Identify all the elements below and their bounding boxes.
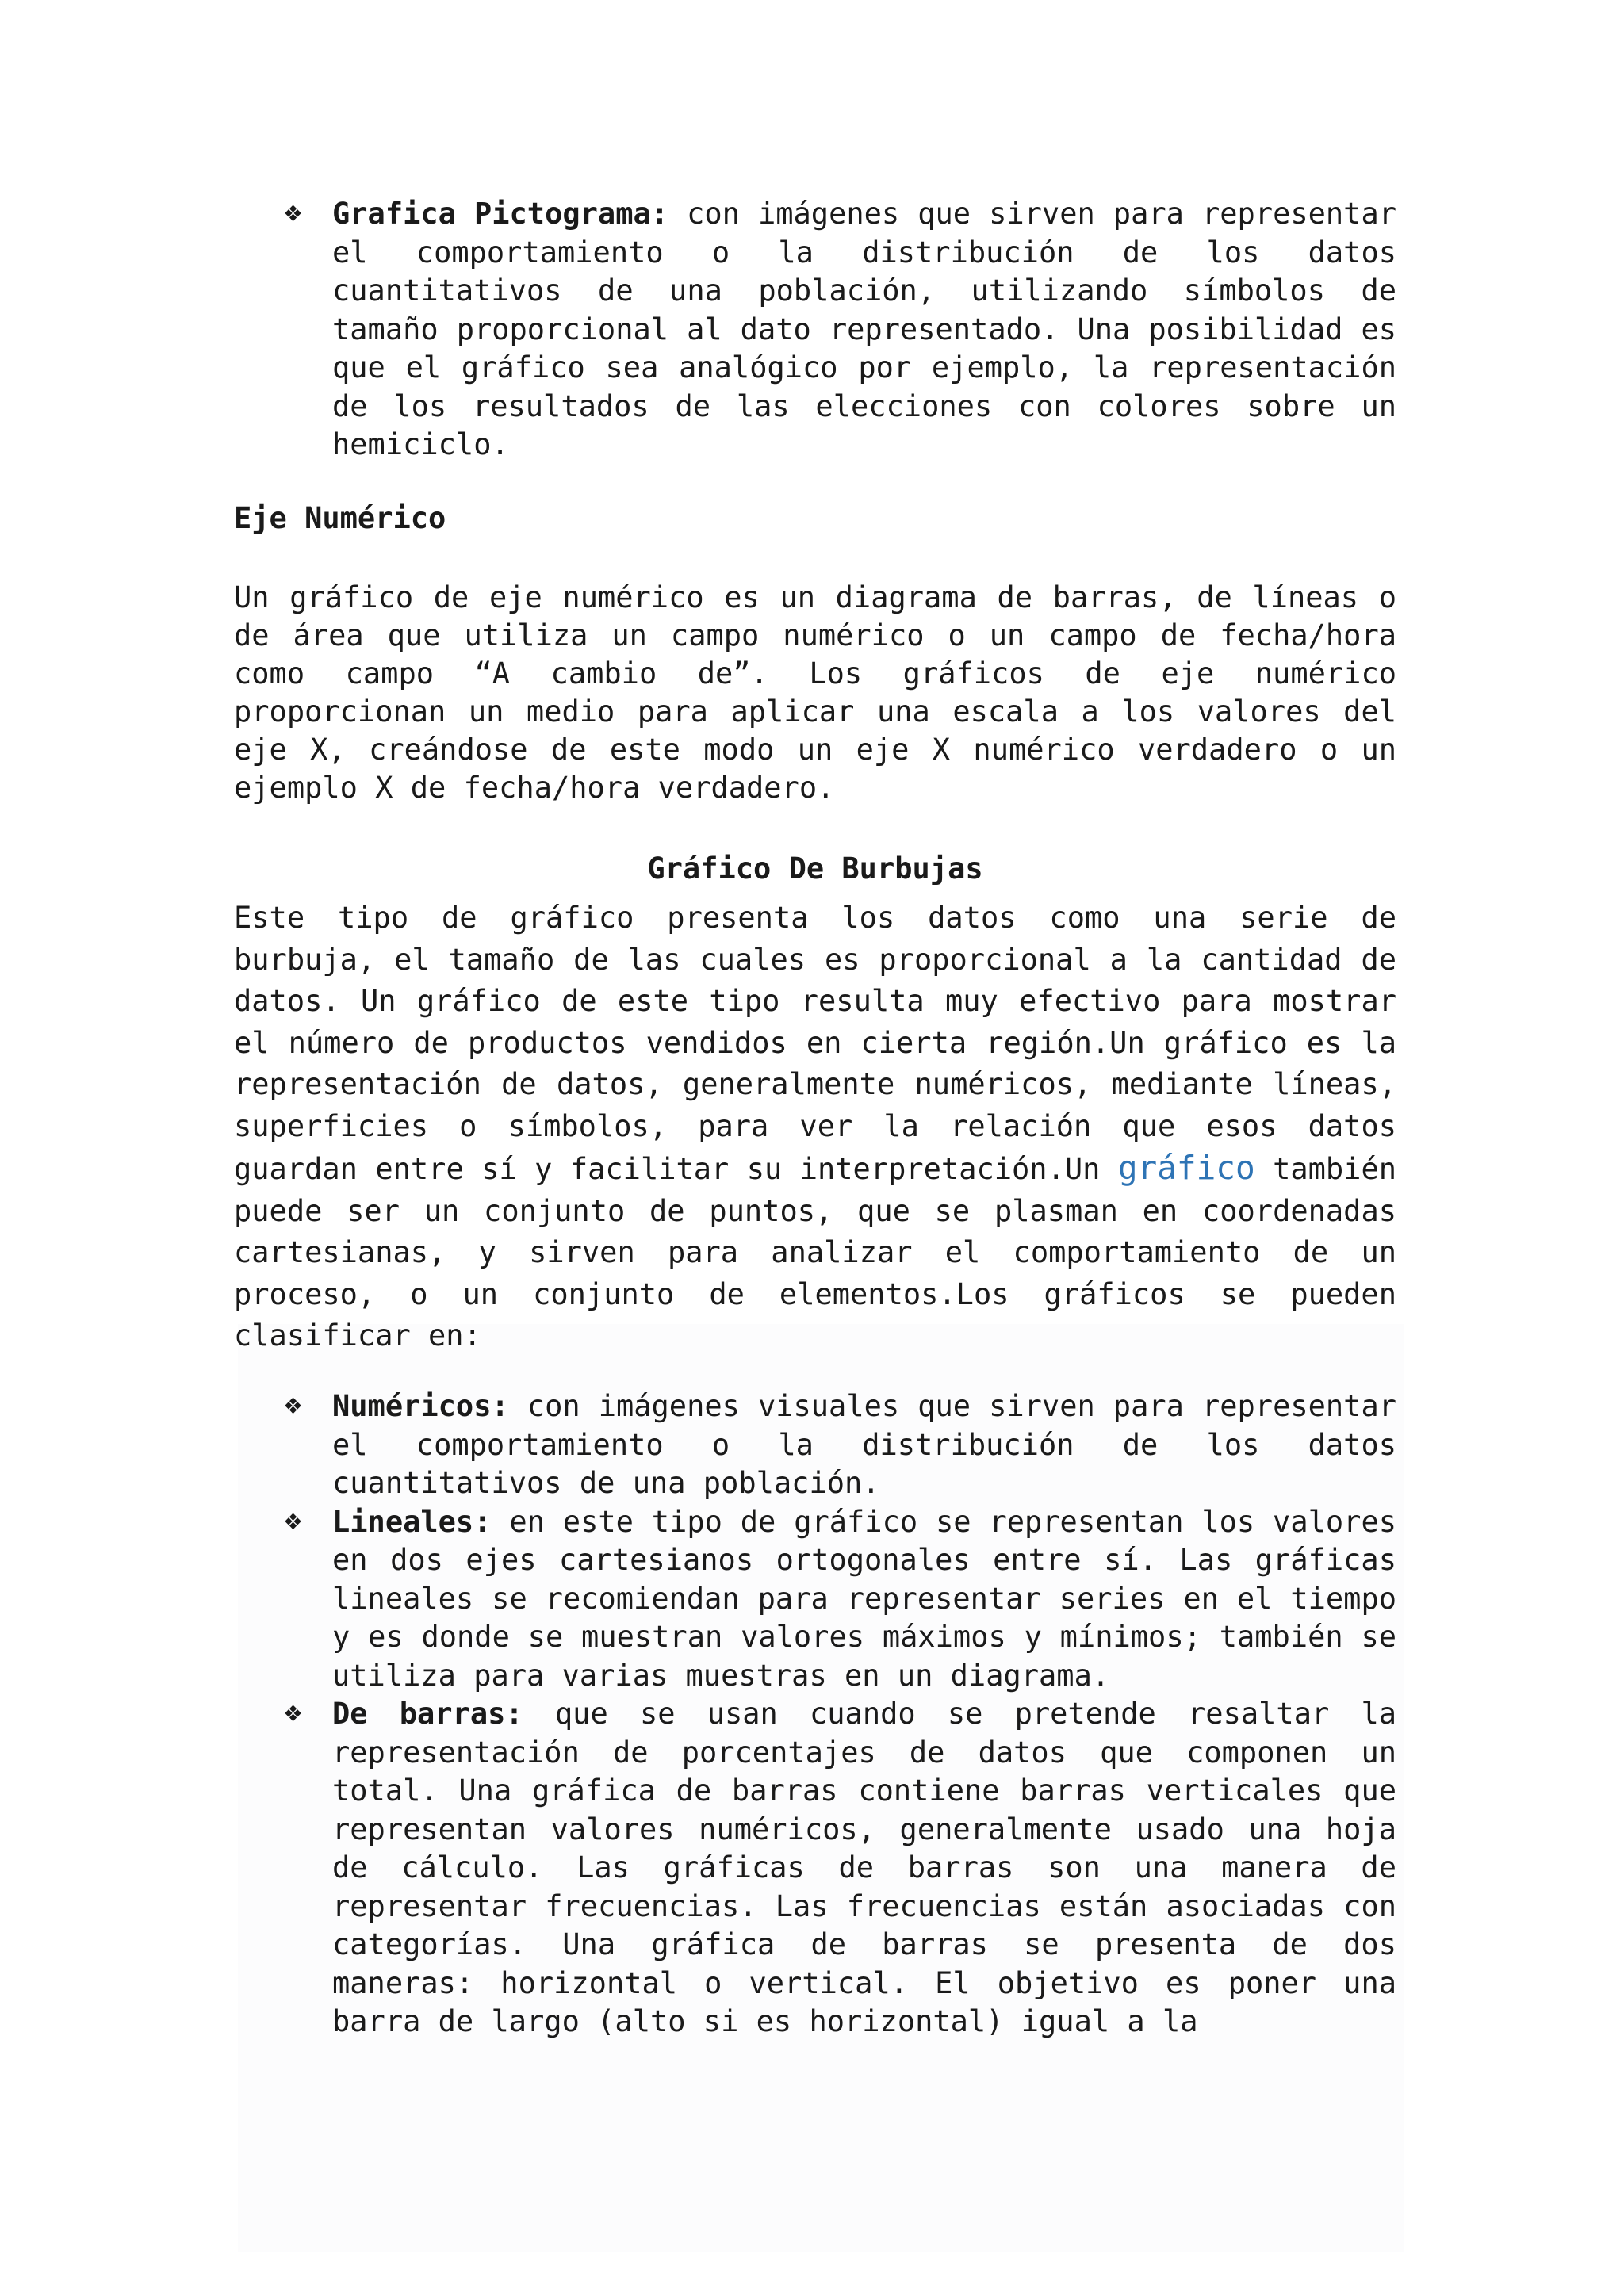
burbujas-heading-block bbox=[234, 850, 1396, 888]
list-item bbox=[234, 195, 1396, 465]
pictograma-section bbox=[234, 195, 1396, 465]
bullet-text: con imágenes que sirven para representar el comportamiento o la distribución de los datos cuantitativos de una población, utilizando símbolos de tamaño proporcional al dato representado. Una posibilidad es que el gráfico sea analógico por ejemplo, la representación de los resultados de las elecciones con colores sobre un hemiciclo. bbox=[332, 197, 1397, 461]
bullet-text: que se usan cuando se pretende resaltar la representación de porcentajes de datos que componen un total. Una gráfica de barras contiene barras verticales que representan valores numéricos, generalmente usado una hoja de cálculo. Las gráficas de barras son una manera de representar frecuencias. Las frecuencias están asociadas con categorías. Una gráfica de barras se presenta de dos maneras: horizontal o vertical. El objetivo es poner una barra de largo (alto si es horizontal) igual a la bbox=[332, 1697, 1396, 2038]
clasificacion-section bbox=[234, 1387, 1396, 2042]
diamond-bullet-icon: ❖ bbox=[283, 1508, 304, 1535]
burbujas-paragraph-block bbox=[234, 897, 1396, 1357]
bullet-term: Numéricos: bbox=[332, 1389, 509, 1423]
bullet-text: en este tipo de gráfico se representan los valores en dos ejes cartesianos ortogonales entre sí. Las gráficas lineales se recomiendan para representar series en el tiempo y es donde se muestran valores máximos y mínimos; también se utiliza para varias muestras en un diagrama. bbox=[332, 1504, 1396, 1693]
section-heading: Eje Numérico bbox=[234, 501, 446, 535]
grafico-link[interactable]: gráfico bbox=[1117, 1149, 1255, 1187]
list-item bbox=[234, 1503, 1396, 1696]
bullet-list-pictograma bbox=[234, 195, 1396, 465]
diamond-bullet-icon: ❖ bbox=[283, 201, 304, 227]
section-heading-centered: Gráfico De Burbujas bbox=[647, 851, 983, 886]
bullet-term: De barras: bbox=[332, 1697, 523, 1731]
eje-numerico-paragraph-block bbox=[234, 579, 1396, 807]
eje-numerico-paragraph: Un gráfico de eje numérico es un diagrama de barras, de líneas o de área que utiliza un campo numérico o un campo de fecha/hora como campo “A cambio de”. Los gráficos de eje numérico proporcionan un medio para aplicar una escala a los valores del eje X, creándose de este modo un eje X numérico verdadero o un ejemplo X de fecha/hora verdadero. bbox=[234, 580, 1396, 805]
list-item bbox=[234, 1387, 1396, 1503]
bullet-list-clasificacion bbox=[234, 1387, 1396, 2042]
eje-numerico-heading-block bbox=[234, 499, 1396, 538]
bullet-term: Lineales: bbox=[332, 1504, 492, 1539]
burbujas-paragraph bbox=[234, 897, 1396, 1357]
list-item bbox=[234, 1695, 1396, 2042]
bullet-text: con imágenes visuales que sirven para representar el comportamiento o la distribución de los datos cuantitativos de una población. bbox=[332, 1389, 1396, 1500]
bullet-term: Grafica Pictograma: bbox=[332, 197, 669, 231]
diamond-bullet-icon: ❖ bbox=[283, 1393, 304, 1419]
paragraph-text: también puede ser un conjunto de puntos, que se plasman en coordenadas cartesianas, y sirven para analizar el comportamiento de un proceso, o un conjunto de elementos.Los gráficos se pueden clasificar en: bbox=[234, 1152, 1396, 1353]
diamond-bullet-icon: ❖ bbox=[283, 1701, 304, 1727]
paragraph-text: Este tipo de gráfico presenta los datos como una serie de burbuja, el tamaño de las cuales es proporcional a la cantidad de datos. Un gráfico de este tipo resulta muy efectivo para mostrar el número de productos vendidos en cierta región.Un gráfico es la representación de datos, generalmente numéricos, mediante líneas, superficies o símbolos, para ver la relación que esos datos guardan entre sí y facilitar su interpretación.Un bbox=[234, 901, 1396, 1186]
